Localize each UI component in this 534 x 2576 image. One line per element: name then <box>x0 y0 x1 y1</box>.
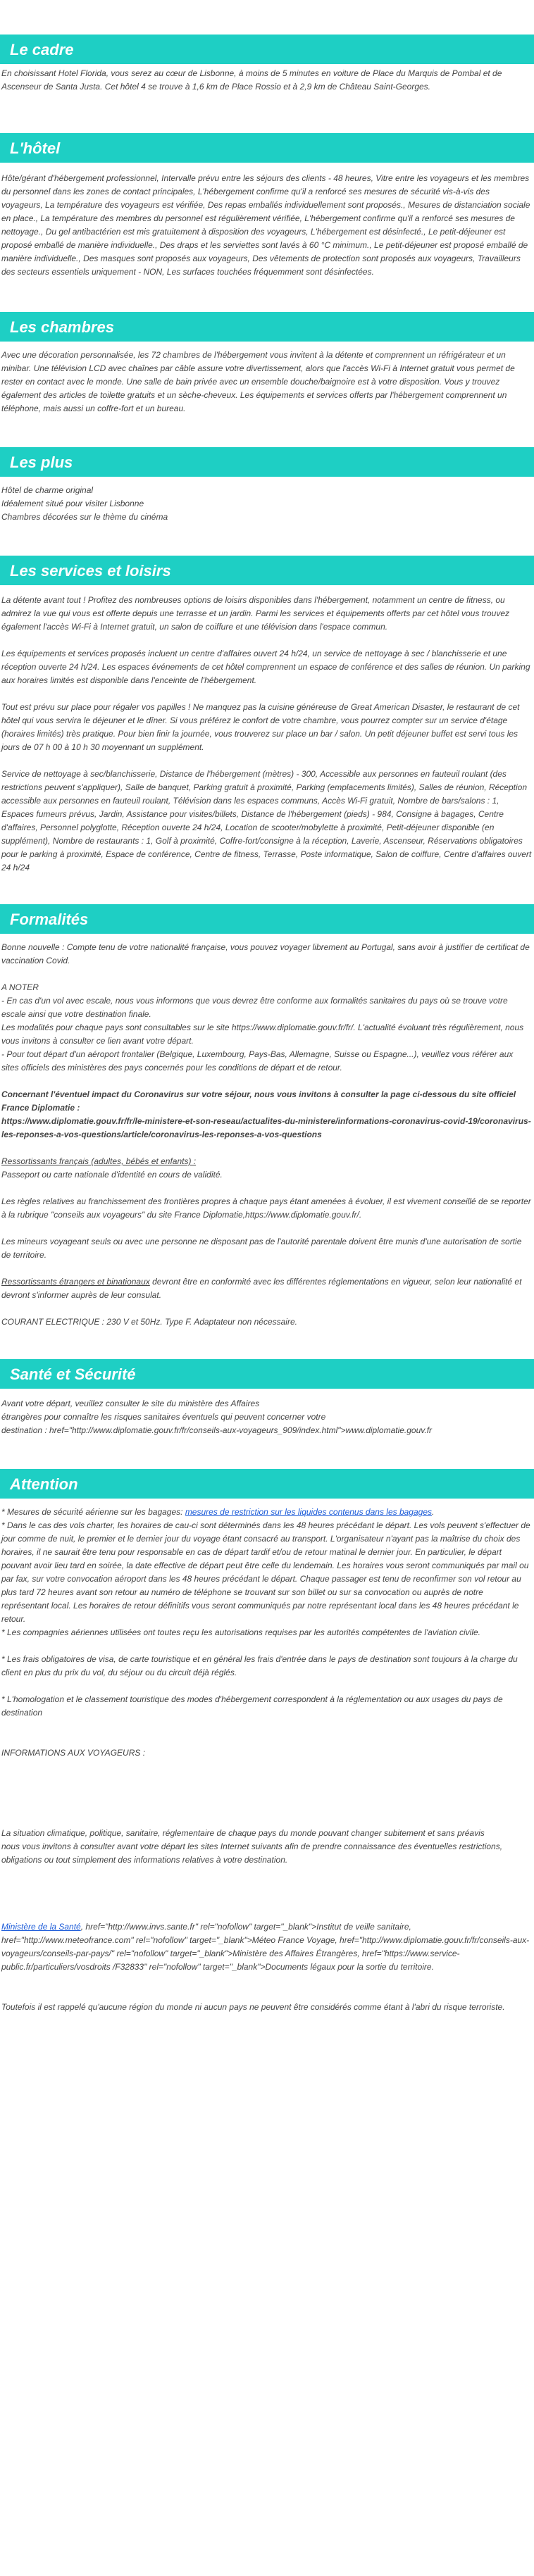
section-services <box>0 556 534 875</box>
section-title-cadre: Le cadre <box>0 35 534 64</box>
hotel-paragraph: Hôte/gérant d'hébergement professionnel, Intervalle prévu entre les séjours des clients - 48 heures, Vitre entre les voyageurs et les membres du personnel dans les zones de contact principales, L'hébergement confirme qu'il a renforcé ses mesures de sécurité vis-à-vis des voyageurs, La température des voyageurs est vérifiée, Des repas emballés individuellement sont proposés., Mesures de distanciation sociale en place., La température des membres du personnel est régulièrement vérifiée, L'hébergement confirme qu'il a renforcé ses mesures de nettoyage., Du gel antibactérien est mis gratuitement à disposition des voyageurs, L'hébergement est désinfecté., Le petit-déjeuner est proposé emballé de manière individuelle., Des draps et les serviettes sont lavés à 60 °C minimum., Le petit-déjeuner est proposé emballé de manière individuelle., Des masques sont proposés aux voyageurs, Des vêtements de protection sont proposés aux voyageurs, Travailleurs des secteurs essentiels uniquement - NON, Les surfaces touchées fréquemment sont désinfectées. <box>1 173 530 277</box>
note-title: A NOTER <box>1 982 39 992</box>
plus-list <box>0 484 534 524</box>
foreign-nationals-text: devront être en conformité avec les différentes réglementations en vigueur, selon leur nationalité et devront s'informer auprès de leur consulat. <box>1 1277 522 1300</box>
terrorism-notice: Toutefois il est rappelé qu'aucune région du monde ni aucun pays ne peuvent être considérés comme étant à l'abri du risque terroriste. <box>1 2002 505 2012</box>
services-text <box>0 594 534 875</box>
formalites-text <box>0 941 534 1329</box>
cadre-text <box>0 67 534 94</box>
section-title-chambres: Les chambres <box>0 312 534 342</box>
baggage-security-end: . <box>432 1507 435 1517</box>
section-title-attention: Attention <box>0 1469 534 1499</box>
baggage-security-line <box>1 1506 533 1519</box>
list-item: Hôtel de charme original <box>1 485 94 495</box>
chambres-text <box>0 349 534 415</box>
useful-links-text: , href="http://www.invs.sante.fr" rel="nofollow" target="_blank">Institut de veille sanitaire, href="http://www.meteofrance.com" rel="nofollow" target="_blank">Méteo France Voyage, href="http://www.diplomatie.gouv.fr/fr/conseils-aux-voyageurs/conseils-par-pays/" rel="nofollow" target="_blank">Ministère des Affaires Étrangères, href="https://www.service-public.fr/particuliers/vosdroits /F32833" rel="nofollow" target="_blank">Documents légaux pour la sortie du territoire. <box>1 1922 530 1972</box>
health-ministry-link[interactable]: Ministère de la Santé <box>1 1922 81 1932</box>
attention-paragraph: La situation climatique, politique, sanitaire, réglementaire de chaque pays du monde pouvant changer subitement et sans préavis <box>1 1828 485 1838</box>
section-plus <box>0 447 534 524</box>
section-attention <box>0 1469 534 2014</box>
formalites-note: - En cas d'un vol avec escale, nous vous informons que vous devrez être conforme aux formalités sanitaires du pays où se trouve votre escale ainsi que votre destination finale. <box>1 996 508 1019</box>
formalites-note: - Pour tout départ d'un aéroport frontalier (Belgique, Luxembourg, Pays-Bas, Allemagne, Suisse ou Espagne...), veuillez vous référer aux sites officiels des ministères des pays concernés pour les conditions de départ et de retour. <box>1 1049 514 1073</box>
formalites-paragraph: Les mineurs voyageant seuls ou avec une personne ne disposant pas de l'autorité parentale doivent être munis d'une autorisation de sortie de territoire. <box>1 1237 522 1260</box>
services-paragraph: Les équipements et services proposés incluent un centre d'affaires ouvert 24 h/24, un service de nettoyage à sec / blanchisserie et une réception ouverte 24 h/24. Les espaces événements de cet hôtel comprennent un espace de conférence et des salles de réunion. Un parking aux horaires limités est disponible dans l'enceinte de l'hébergement. <box>1 649 530 685</box>
section-chambres <box>0 312 534 415</box>
formalites-note: Les modalités pour chaque pays sont consultables sur le site https://www.diplomatie.gouv.fr/fr/. L'actualité évoluant très régulièrement, nous vous invitons à consulter ce lien avant votre départ. <box>1 1023 524 1046</box>
attention-paragraph: * Les frais obligatoires de visa, de carte touristique et en général les frais d'entrée dans le pays de destination sont toujours à la charge du client en plus du prix du vol, du séjour ou du circuit déjà réglés. <box>1 1654 518 1677</box>
section-title-sante: Santé et Sécurité <box>0 1359 534 1389</box>
liquids-restriction-link[interactable]: mesures de restriction sur les liquides contenus dans les bagages <box>185 1507 433 1517</box>
foreign-nationals-paragraph <box>1 1275 533 1302</box>
section-cadre <box>0 35 534 94</box>
section-hotel <box>0 133 534 279</box>
attention-paragraph: * Les compagnies aériennes utilisées ont toutes reçu les autorisations requises par les autorités compétentes de l'aviation civile. <box>1 1627 480 1637</box>
sante-line: étrangères pour connaître les risques sanitaires éventuels qui peuvent concerner votre <box>1 1412 326 1422</box>
sante-line: Avant votre départ, veuillez consulter le site du ministère des Affaires <box>1 1399 260 1408</box>
section-title-hotel: L'hôtel <box>0 133 534 163</box>
baggage-security-label: * Mesures de sécurité aérienne sur les bagages: <box>1 1507 185 1517</box>
formalites-paragraph: Passeport ou carte nationale d'identité en cours de validité. <box>1 1170 223 1180</box>
electric-current: COURANT ELECTRIQUE : 230 V et 50Hz. Type F. Adaptateur non nécessaire. <box>1 1317 297 1327</box>
attention-paragraph: nous vous invitons à consulter avant votre départ les sites Internet suivants afin de prendre connaissance des éventuelles restrictions, obligations ou tout simplement des informations relatives à votre destination. <box>1 1842 503 1865</box>
section-title-formalites: Formalités <box>0 904 534 934</box>
section-title-services: Les services et loisirs <box>0 556 534 585</box>
french-nationals-heading: Ressortissants français (adultes, bébés et enfants) : <box>1 1156 197 1166</box>
cadre-paragraph: En choisissant Hotel Florida, vous serez au cœur de Lisbonne, à moins de 5 minutes en voiture de Place du Marquis de Pombal et de Ascenseur de Santa Justa. Cet hôtel 4 se trouve à 1,6 km de Place Rossio et à 2,9 km de Château Saint-Georges. <box>1 68 502 92</box>
coronavirus-notice: Concernant l'éventuel impact du Coronavirus sur votre séjour, nous vous invitons à consulter la page ci-dessous du site officiel France Diplomatie : <box>1 1089 516 1113</box>
hotel-text <box>0 172 534 279</box>
attention-paragraph: * L'homologation et le classement touristique des modes d'hébergement correspondent à la réglementation ou aux usages du pays de destination <box>1 1694 503 1718</box>
services-paragraph: Tout est prévu sur place pour régaler vos papilles ! Ne manquez pas la cuisine généreuse de Great American Disaster, le restaurant de cet hôtel qui vous servira le déjeuner et le dîner. Si vous préférez le confort de votre chambre, vous pourrez compter sur un service d'étage (horaires limités) très pratique. Pour bien finir la journée, vous trouverez sur place un bar / salon. Un petit déjeuner buffet est servi tous les jours de 07 h 00 à 10 h 30 moyennant un supplément. <box>1 702 520 752</box>
list-item: Chambres décorées sur le thème du cinéma <box>1 512 168 522</box>
formalites-paragraph: Bonne nouvelle : Compte tenu de votre nationalité française, vous pouvez voyager librement au Portugal, sans avoir à justifier de certificat de vaccination Covid. <box>1 942 530 965</box>
travelers-info-heading: INFORMATIONS AUX VOYAGEURS : <box>1 1748 146 1758</box>
list-item: Idéalement situé pour visiter Lisbonne <box>1 499 144 508</box>
section-sante <box>0 1359 534 1437</box>
useful-links-paragraph <box>1 1920 533 1974</box>
section-title-plus: Les plus <box>0 447 534 477</box>
foreign-nationals-heading: Ressortissants étrangers et binationaux <box>1 1277 150 1287</box>
section-formalites <box>0 904 534 1329</box>
attention-text <box>0 1506 534 2014</box>
sante-text <box>0 1397 534 1437</box>
formalites-paragraph: Les règles relatives au franchissement des frontières propres à chaque pays étant amenées à évoluer, il est vivement conseillé de se reporter à la rubrique "conseils aux voyageurs" du site France Diplomatie,https://www.diplomatie.gouv.fr/. <box>1 1196 531 1220</box>
coronavirus-link[interactable]: https://www.diplomatie.gouv.fr/fr/le-ministere-et-son-reseau/actualites-du-ministere/informations-coronavirus-covid-19/coronavirus-les-reponses-a-vos-questions/article/coronavirus-les-reponses-a-vos-questions <box>1 1116 531 1139</box>
services-paragraph: La détente avant tout ! Profitez des nombreuses options de loisirs disponibles dans l'hébergement, notamment un centre de fitness, ou admirez la vue qui vous est offerte depuis une terrasse et un jardin. Parmi les services et équipements offerts par cet hôtel vous trouvez également l'accès Wi-Fi à Internet gratuit, un salon de coiffure et une télévision dans l'espace commun. <box>1 595 510 632</box>
sante-line: destination : href="http://www.diplomatie.gouv.fr/fr/conseils-aux-voyageurs_909/index.html">www.diplomatie.gouv.fr <box>1 1425 433 1435</box>
chambres-paragraph: Avec une décoration personnalisée, les 72 chambres de l'hébergement vous invitent à la détente et comprennent un réfrigérateur et un minibar. Une télévision LCD avec chaînes par câble assure votre divertissement, alors que l'accès Wi-Fi à Internet gratuit vous permet de rester en contact avec le monde. Une salle de bain privée avec un ensemble douche/baignoire est à votre disposition. Vous y trouvez également des articles de toilette gratuits et un sèche-cheveux. Les équipements et services offerts par l'hébergement comprennent un téléphone, mais aussi un coffre-fort et un bureau. <box>1 350 515 413</box>
services-paragraph: Service de nettoyage à sec/blanchisserie, Distance de l'hébergement (mètres) - 300, Accessible aux personnes en fauteuil roulant (des restrictions peuvent s'appliquer), Salle de banquet, Parking gratuit à proximité, Parking (emplacements limités), Salles de réunion, Réception accessible aux personnes en fauteuil roulant, Télévision dans les espaces communs, Accès Wi-Fi gratuit, Nombre de bars/salons : 1, Espaces fumeurs prévus, Jardin, Assistance pour visites/billets, Distance de l'hébergement (pieds) - 984, Consigne à bagages, Centre d'affaires, Personnel polyglotte, Réception ouverte 24 h/24, Location de scooter/mobylette à proximité, Petit-déjeuner disponible (en supplément), Nombre de restaurants : 1, Golf à proximité, Coffre-fort/consigne à la réception, Laverie, Ascenseur, Réservations obligatoires pour le parking à proximité, Espace de conférence, Centre de fitness, Terrasse, Poste informatique, Salon de coiffure, Centre d'affaires ouvert 24 h/24 <box>1 769 532 873</box>
attention-paragraph: * Dans le cas des vols charter, les horaires de cau-ci sont déterminés dans les 48 heures précédant le départ. Les vols peuvent s'effectuer de jour comme de nuit, le premier et le dernier jour du voyage étant consacré au transport. L'organisateur n'ayant pas la maîtrise du choix des horaires, il ne saurait être tenu pour responsable en cas de départ tardif et/ou de retour matinal le dernier jour. En particulier, le départ pouvant avoir lieu tard en soirée, la date effective de départ peut être celle du lendemain. Les horaires vous seront communiqués par mail ou par fax, sur votre convocation aéroport dans les 48 heures précédant le départ. Chaque passager est tenu de reconfirmer son vol retour au plus tard 72 heures avant son retour au numéro de téléphone se trouvant sur son billet ou sur sa convocation ou auprès de notre représentant local. Les horaires de retour définitifs vous seront communiqués par notre représentant local dans les 48 heures précédant le retour. <box>1 1520 530 1624</box>
